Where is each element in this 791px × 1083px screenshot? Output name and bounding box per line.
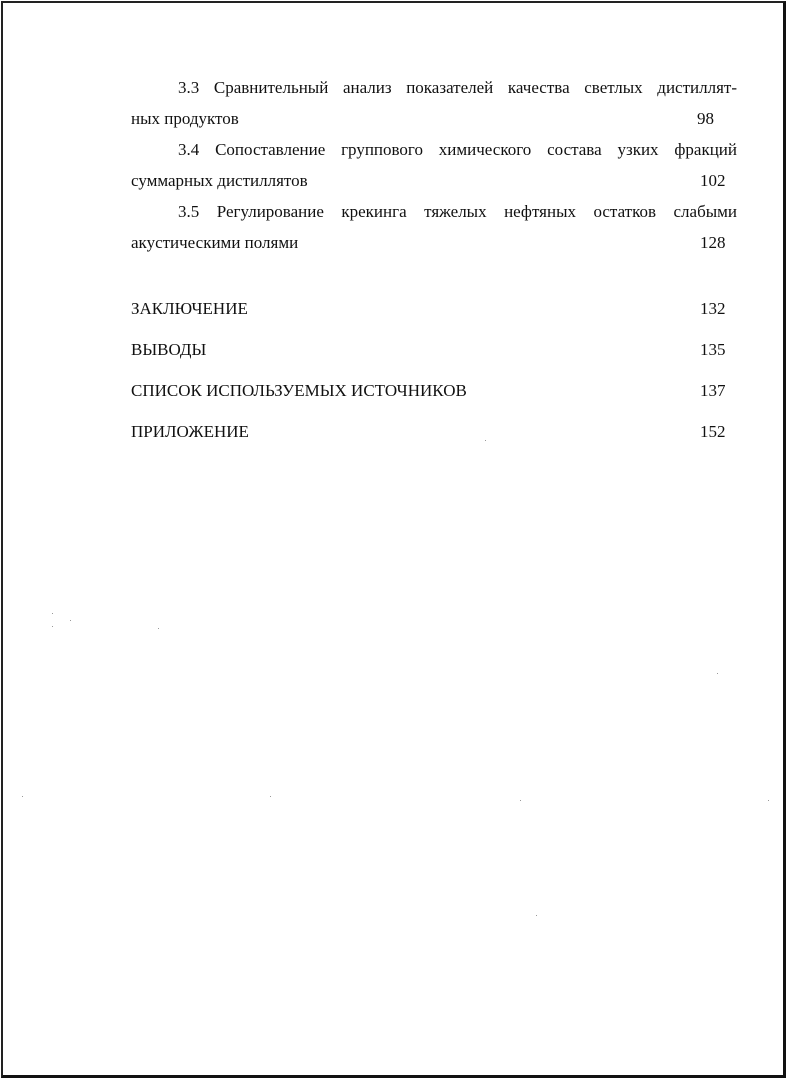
toc-section-title: СПИСОК ИСПОЛЬЗУЕМЫХ ИСТОЧНИКОВ — [131, 381, 467, 400]
scan-speck — [536, 915, 537, 916]
toc-section-findings[interactable] — [131, 329, 737, 370]
toc-section-title: ПРИЛОЖЕНИЕ — [131, 422, 249, 441]
toc-entry-3-4[interactable] — [131, 134, 737, 196]
toc-section-appendix[interactable] — [131, 411, 737, 452]
toc-page-number: 128 — [700, 233, 726, 252]
toc-section-title: ЗАКЛЮЧЕНИЕ — [131, 299, 248, 318]
toc-section-references[interactable] — [131, 370, 737, 411]
scan-speck — [158, 628, 159, 629]
toc-entry-title-line2: ных продуктов — [131, 109, 239, 128]
scan-speck — [717, 673, 718, 674]
scan-speck — [485, 440, 486, 441]
scan-speck — [520, 800, 521, 801]
toc-entry-title-line2: акустическими полями — [131, 233, 299, 252]
scan-speck — [52, 626, 53, 627]
toc-entry-title-line1: 3.3 Сравнительный анализ показателей качества светлых дистиллят- — [178, 78, 737, 97]
scan-speck — [768, 800, 769, 801]
scan-speck — [52, 613, 53, 614]
toc-page-number: 152 — [700, 422, 726, 441]
toc-page-number: 98 — [697, 109, 714, 128]
toc-entry-3-3[interactable] — [131, 72, 737, 134]
scan-speck — [22, 796, 23, 797]
toc-entry-title-line1: 3.5 Регулирование крекинга тяжелых нефтяных остатков слабыми — [178, 202, 737, 221]
table-of-contents — [131, 72, 737, 452]
toc-page-number: 132 — [700, 299, 726, 318]
scan-speck — [270, 796, 271, 797]
toc-page-number: 102 — [700, 171, 726, 190]
toc-entry-3-5[interactable] — [131, 196, 737, 258]
toc-entry-title-line2: суммарных дистиллятов — [131, 171, 308, 190]
toc-section-conclusion[interactable] — [131, 288, 737, 329]
toc-page-number: 137 — [700, 381, 726, 400]
scan-speck — [70, 620, 71, 621]
toc-section-title: ВЫВОДЫ — [131, 340, 207, 359]
toc-entry-title-line1: 3.4 Сопоставление группового химического состава узких фракций — [178, 140, 737, 159]
toc-page-number: 135 — [700, 340, 726, 359]
